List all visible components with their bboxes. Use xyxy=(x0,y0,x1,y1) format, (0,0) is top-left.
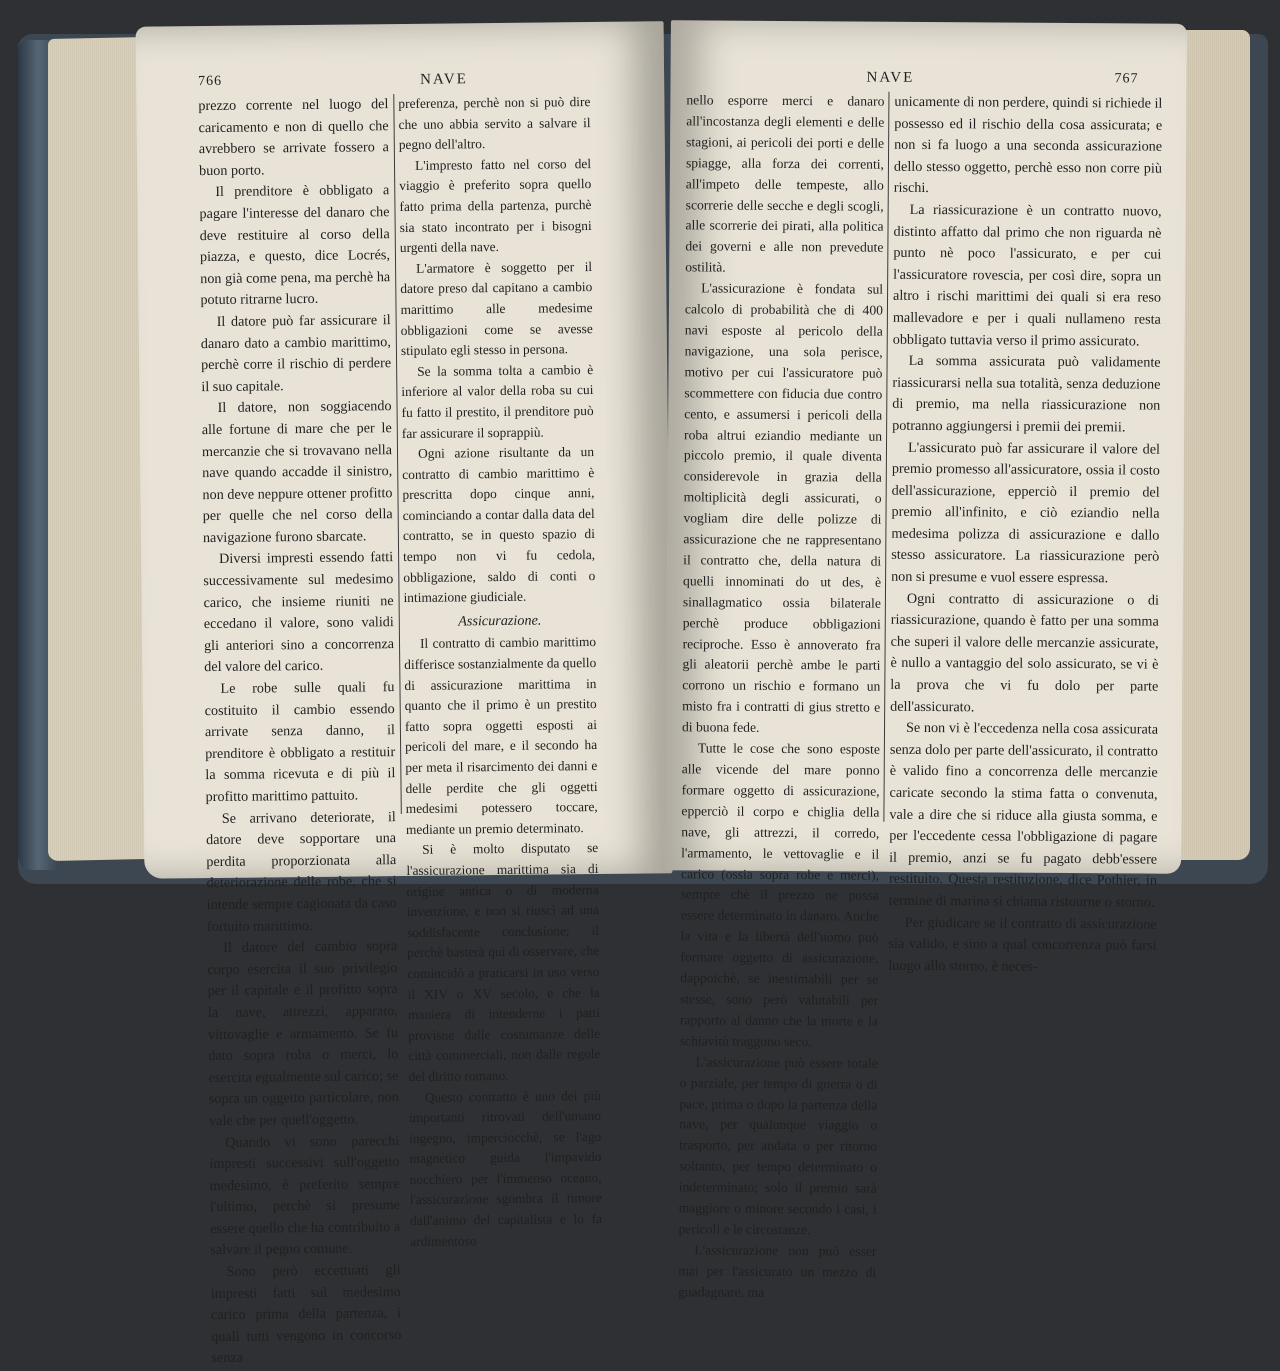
right-page xyxy=(665,20,1187,1300)
paragraph: Per giudicare se il contratto di assicurazione sia valido, e sino a qual concorrenza può farsi luogo allo storno, è neces- xyxy=(888,914,1157,975)
page-edges-right xyxy=(1180,30,1250,860)
paragraph: prezzo corrente nel luogo del caricamento e non di quello che avrebbero se arrivate fossero a buon porto. xyxy=(198,96,389,179)
paragraph: L'assicurazione è fondata sul calcolo di probabilità che di 400 navi esposte al pericolo della navigazione, una sola perisce, motivo per cui l'assicuratore può scommettere con fiducia due contro cento, e assumersi i pericoli della roba altrui eziandio mediante un piccolo premio, il quale diventa considerevole in grazia della moltiplicità degli assicurati, o vogliam dire delle polizze di assicurazione che ne rappresentano il contratto che, della natura di quelli innominati do ut des, è sinallagmatico ossia bilaterale perchè produce obbligazioni reciproche. Esso è annoverato fra gli aleatorii perchè ambe le parti corrono un rischio e formano un misto fra i contratti di gius stretto e di buona fede. xyxy=(681,280,884,736)
paragraph: nello esporre merci e danaro all'incostanza degli elementi e delle stagioni, ai pericoli dei porti e delle spiagge, alla forza dei correnti, all'impeto delle tempeste, allo scorrerie delle secche e degli scogli, alle scorrerie dei pirati, alla politica dei governi e alle non prevedute ostilità. xyxy=(685,92,885,275)
section-title: Assicurazione. xyxy=(458,612,542,630)
paragraph: Il prenditore è obbligato a pagare l'interesse del danaro che deve restituire al corso della piazza, e questo, dice Locrés, non già come pena, ma perchè ha potuto ritrarne lucro. xyxy=(199,182,391,309)
left-page-number: 766 xyxy=(198,73,223,90)
paragraph: Il contratto di cambio marittimo differisce sostanzialmente da quello di assicurazione marittima in quanto che il primo è un prestito fatto sopra oggetti esposti ai pericoli del mare, e il secondo ha per meta il risarcimento dei danni e delle perdite che gli oggetti medesimi potessero toccare, mediante un premio determinato. xyxy=(404,634,598,837)
paragraph: Questo contratto è uno dei più importanti ritrovati dell'umano ingegno, imperciocchè, se l'ago magnetico guida l'impavido nocchiero per l'immenso oceano, l'assicurazione sgombra il timore dall'animo del capitalista e lo fa ardimentoso xyxy=(408,1087,603,1249)
left-column-1 xyxy=(198,94,401,1370)
left-column-2 xyxy=(398,92,602,1252)
paragraph: L'assicurazione non può esser mai per l'assicurato un mezzo di guadagnare, ma xyxy=(678,1242,877,1300)
paragraph: Diversi impresti essendo fatti successivamente sul medesimo carico, che insieme riuniti ne eccedano il valore, sono validi gli anteriori sino a concorrenza del valore del carico. xyxy=(203,549,395,676)
page-edges-left xyxy=(48,37,148,861)
paragraph: Ogni azione risultante da un contratto di cambio marittimo è prescritta dopo cinque anni, cominciando a contar dalla data del contratto, se in questo spazio di tempo non vi fu cedola, obbligazione, saldo di conti o intimazione giudiciale. xyxy=(402,444,596,606)
paragraph: L'assicurazione può essere totale o parziale, per tempo di guerra o di pace, prima o dopo la partenza della nave, per qualunque viaggio o trasporto, per andata o per ritorno soltanto, per tempo determinato o indeterminato; solo il premio sarà maggiore o minore secondo i casi, i pericoli e le circostanze. xyxy=(678,1054,878,1238)
paragraph: Tutte le cose che sono esposte alle vicende del mare ponno formare oggetto di assicurazione, epperciò il corpo e chiglia della nave, gli attrezzi, il corredo, l'armamento, le vettovaglie e il carico (ossia sopra robe e merci), sempre chè il prezzo ne possa essere determinato in danaro. Anche la vita e la libertà dell'uomo può formare oggetto di assicurazione, dappoichè, se inestimabili per se stesse, sono però valutabili per rapporto al danno che la morte e la schiavitù traggono seco. xyxy=(679,740,880,1049)
right-column-1 xyxy=(678,90,884,1304)
paragraph: Si è molto disputato se l'assicurazione marittima sia di origine antica o di moderna invenzione, e non si riuscì ad una soddisfacente conclusione; il perchè basterà qui di osservare, che comincidò a praticarsi in uso verso il XIV o XV secolo, e che la maniera di intenderne i patti provisne dalle costumanze delle città commerciali, non dalle regole del diritto romano. xyxy=(406,840,601,1084)
left-page xyxy=(136,21,673,1367)
paragraph: Se la somma tolta a cambio è inferiore al valor della roba su cui fu fatto il prestito, il prenditore può far assicurare il soprappiù. xyxy=(401,361,594,441)
paragraph: unicamente di non perdere, quindi si richiede il possesso ed il rischio della cosa assicurata; e non si fa luogo a una seconda assicurazione dello stesso oggetto, perchè esso non corre più rischi. xyxy=(893,93,1163,197)
paragraph: L'assicurato può far assicurare il valore del premio promesso all'assicuratore, ossia il costo dell'assicurazione, epperciò il premio del premio all'infinito, e ciò eziandio nella medesima polizza di assicurazione e dallo stesso assicuratore. La riassicurazione però non si presume e vuol essere espressa. xyxy=(891,439,1161,587)
paragraph: Il datore può far assicurare il danaro dato a cambio marittimo, perchè corre il rischio di perdere il suo capitale. xyxy=(200,312,392,395)
paragraph: Il datore del cambio sopra corpo esercita il suo privilegio per il capitale e il profitto sopra la nave, attrezzi, apparato, vittovaglie e armamento. Se fu dato sopra roba o merci, lo esercita egualmente sul carico; se sopra un oggetto particolare, non vale che per quell'oggetto. xyxy=(207,938,399,1129)
paragraph: Sono però eccettuati gli impresti fatti sul medesimo carico prima della partenza, i quali tutti vengono in concorso senza xyxy=(210,1262,402,1367)
paragraph: Se arrivano deteriorate, il datore deve sopportare una perdita proporzionata alla deteriorazione delle robe, che si intende sempre cagionata da caso fortuito marittimo. xyxy=(205,808,397,935)
paragraph: Ogni contratto di assicurazione o di riassicurazione, quando è fatto per una somma che superi il valore delle mercanzie assicurate, è nullo a vantaggio del solo assicurato, se vi è la prova che vi fu dolo per parte dell'assicurato. xyxy=(890,590,1159,715)
right-column-2 xyxy=(888,92,1162,979)
paragraph: Il datore, non soggiacendo alle fortune di mare che per le mercanzie che si trovavano nella nave quando accadde il sinistro, non deve neppure ottener profitto per quelle che nel corso della navigazione furono sbarcate. xyxy=(201,398,393,546)
left-running-head: NAVE xyxy=(420,71,468,88)
column-rule xyxy=(883,92,889,822)
paragraph: Le robe sulle quali fu costituito il cambio essendo arrivate senza danno, il prenditore è obbligato a restituir la somma ricevuta e di più il profitto marittimo pattuito. xyxy=(204,679,396,806)
right-page-number: 767 xyxy=(1114,71,1139,87)
right-running-head: NAVE xyxy=(866,69,915,86)
paragraph: preferenza, perchè non si può dire che uno abbia servito a salvare il pegno dell'altro. xyxy=(398,94,591,153)
paragraph: L'armatore è soggetto per il datore preso dal capitano a cambio marittimo alle medesime obbligazioni come se avesse stipulato egli stesso in persona. xyxy=(400,258,593,359)
paragraph: La riassicurazione è un contratto nuovo, distinto affatto dal primo che non riguarda nè punto nè poco l'assicurato, e per cui l'assicuratore rovescia, per così dire, sopra un altro i rischi marittimi dei quali si era reso mallevadore e per i quali nullameno resta obbligato tuttavia verso il primo assicurato. xyxy=(892,201,1162,350)
paragraph: Se non vi è l'eccedenza nella cosa assicurata senza dolo per parte dell'assicurato, il contratto è valido fino a concorrenza delle mercanzie caricate secondo la stima fatta o convenuta, vale a dire che si riduce alla giusta somma, e per l'eccedente cessa l'obbligazione di pagare il premio, anzi se fu pagato debb'essere restituito. Questa restituzione, dice Pothier, in termine di marina si chiama ristourne o storno. xyxy=(888,720,1159,911)
paragraph: L'impresto fatto nel corso del viaggio è preferito sopra quello fatto prima della partenza, purchè sia stato incontrato per i bisogni urgenti della nave. xyxy=(399,155,592,256)
paragraph: La somma assicurata può validamente riassicurarsi nella sua totalità, senza deduzione di premio, ma nella riassicurazione non potranno aggiungersi i premii dei premii. xyxy=(892,353,1161,436)
paragraph: Quando vi sono parecchi impresti successivi sull'oggetto medesimo, è preferito sempre l'ultimo, perchè si presume essere quello che ha contribuito a salvare il pegno comune. xyxy=(209,1132,401,1259)
